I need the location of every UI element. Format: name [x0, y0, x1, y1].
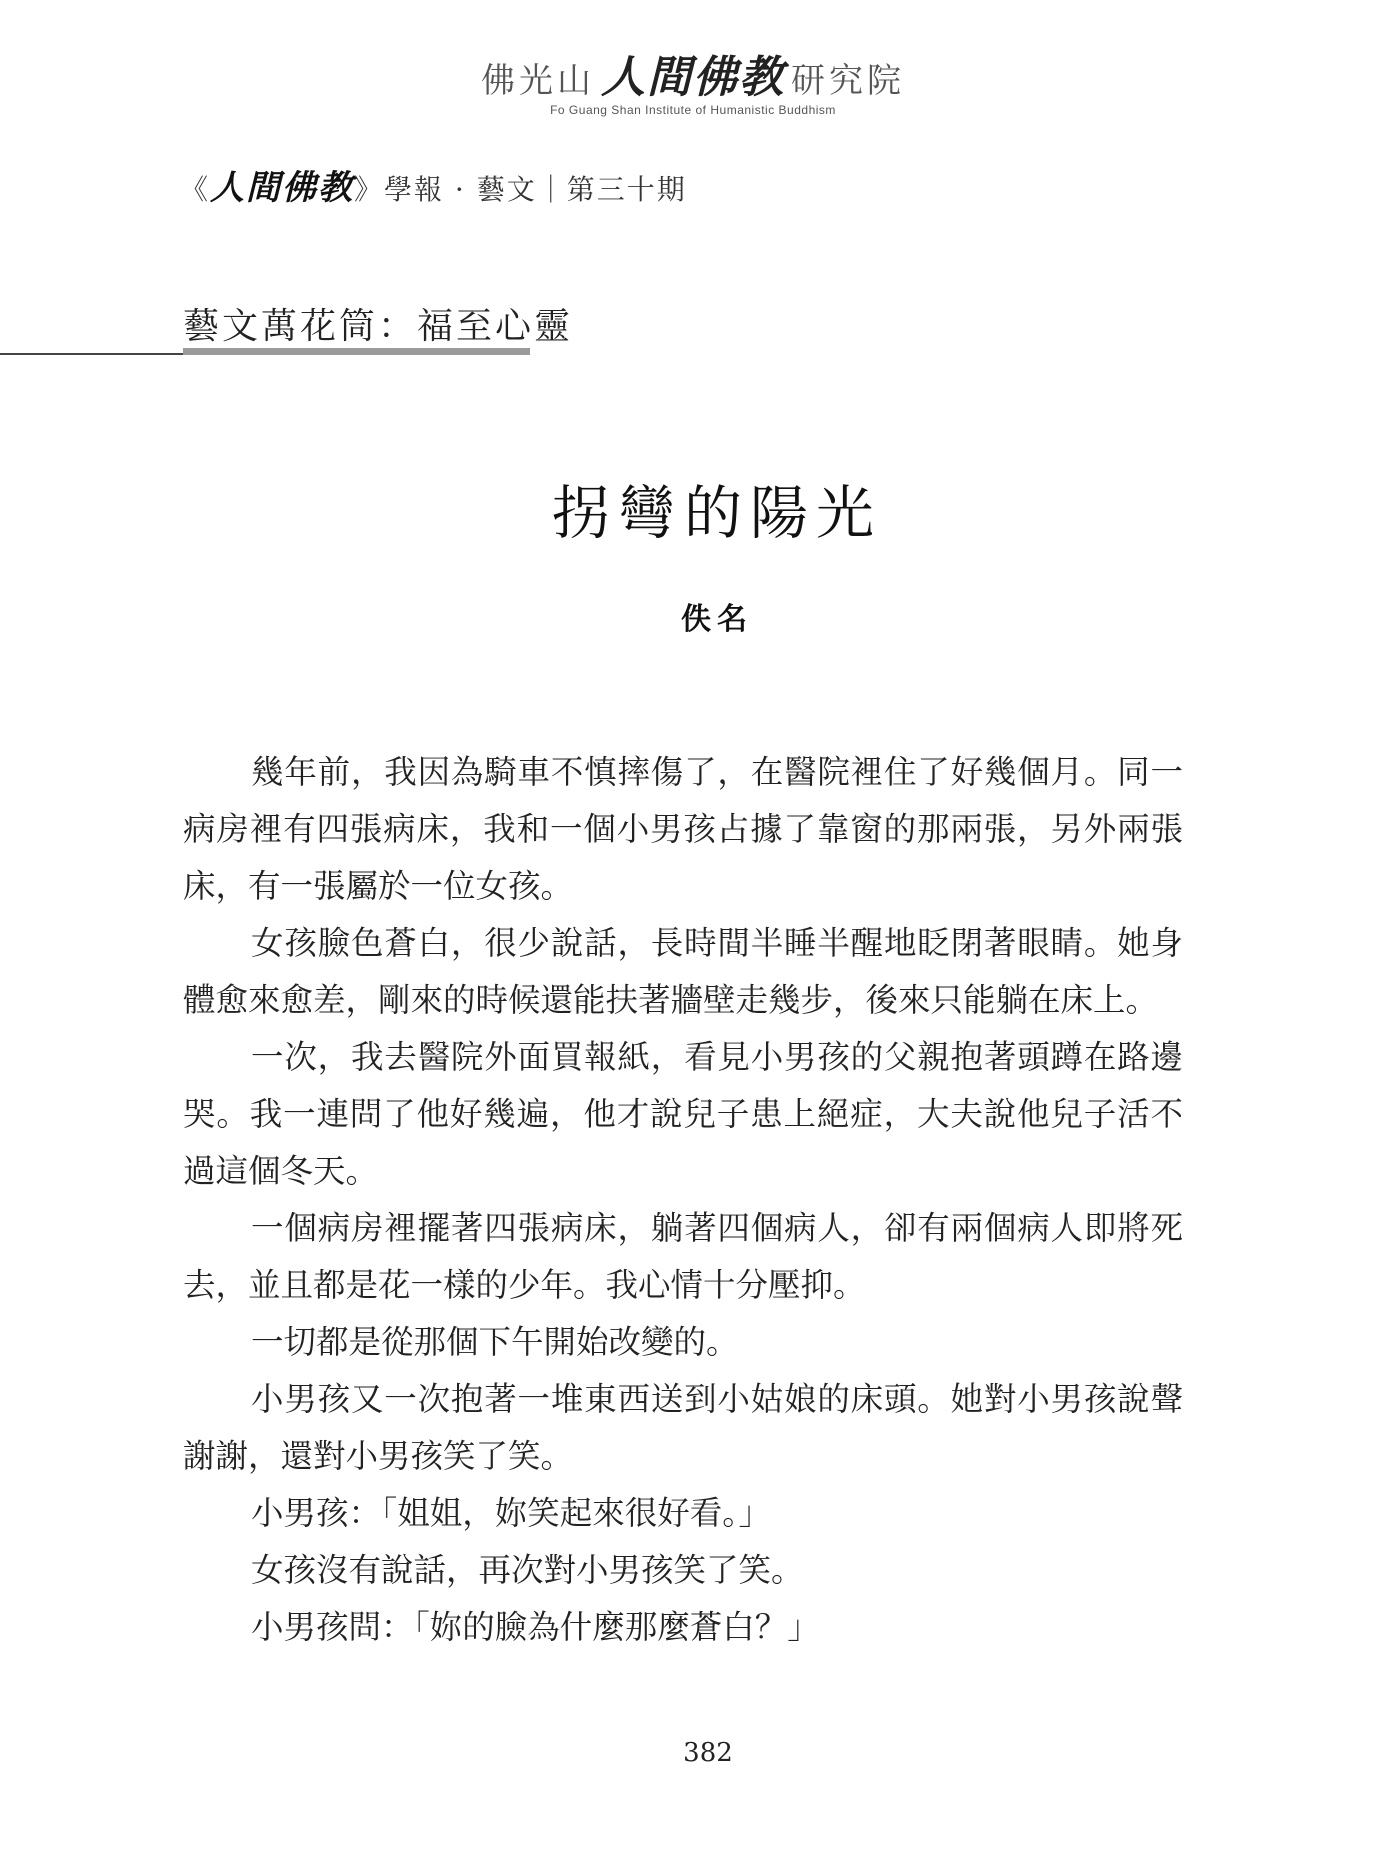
journal-running-head: [180, 160, 687, 209]
institute-suffix: 研究院: [791, 61, 905, 101]
body-paragraph: 一切都是從那個下午開始改變的。: [251, 1323, 739, 1361]
section-heading: 藝文萬花筒：福至心靈: [183, 306, 574, 347]
body-paragraph: 一次，我去醫院外面買報紙，看見小男孩的父親抱著頭蹲在路邊哭。我一連問了他好幾遍，他才說兒子患上絕症，大夫說他兒子活不過這個冬天。: [183, 1038, 1183, 1190]
institute-prefix: 佛光山: [481, 61, 595, 101]
body-paragraph: 女孩臉色蒼白，很少說話，長時間半睡半醒地眨閉著眼睛。她身體愈來愈差，剛來的時候還能扶著牆壁走幾步，後來只能躺在床上。: [183, 924, 1183, 1019]
institute-english-name: Fo Guang Shan Institute of Humanistic Buddhism: [550, 103, 836, 117]
body-paragraph: 女孩沒有說話，再次對小男孩笑了笑。: [251, 1551, 804, 1589]
institute-brand-logo: 人間佛教: [601, 52, 785, 103]
body-paragraph: 小男孩：「姐姐，妳笑起來很好看。」: [251, 1494, 772, 1532]
article-title: 拐彎的陽光: [551, 479, 882, 547]
article-body: [183, 744, 1183, 1656]
body-paragraph: 小男孩問：「妳的臉為什麼那麼蒼白？」: [251, 1608, 820, 1646]
institute-name: [0, 52, 1386, 103]
journal-open-bracket: 《: [180, 173, 211, 206]
body-paragraph: 一個病房裡擺著四張病床，躺著四個病人，卻有兩個病人即將死去，並且都是花一樣的少年。我心情十分壓抑。: [183, 1209, 1183, 1304]
page-number: 382: [683, 1738, 733, 1768]
journal-issue-info: 》學報 · 藝文｜第三十期: [354, 173, 687, 206]
journal-brand-logo: 人間佛教: [210, 168, 355, 208]
body-paragraph: 小男孩又一次抱著一堆東西送到小姑娘的床頭。她對小男孩說聲謝謝，還對小男孩笑了笑。: [183, 1380, 1183, 1475]
section-rule-thick: [183, 348, 530, 355]
institute-header: [0, 52, 1386, 117]
body-paragraph: 幾年前，我因為騎車不慎摔傷了，在醫院裡住了好幾個月。同一病房裡有四張病床，我和一個小男孩占據了靠窗的那兩張，另外兩張床，有一張屬於一位女孩。: [183, 753, 1183, 905]
article-author: 佚名: [681, 602, 753, 637]
